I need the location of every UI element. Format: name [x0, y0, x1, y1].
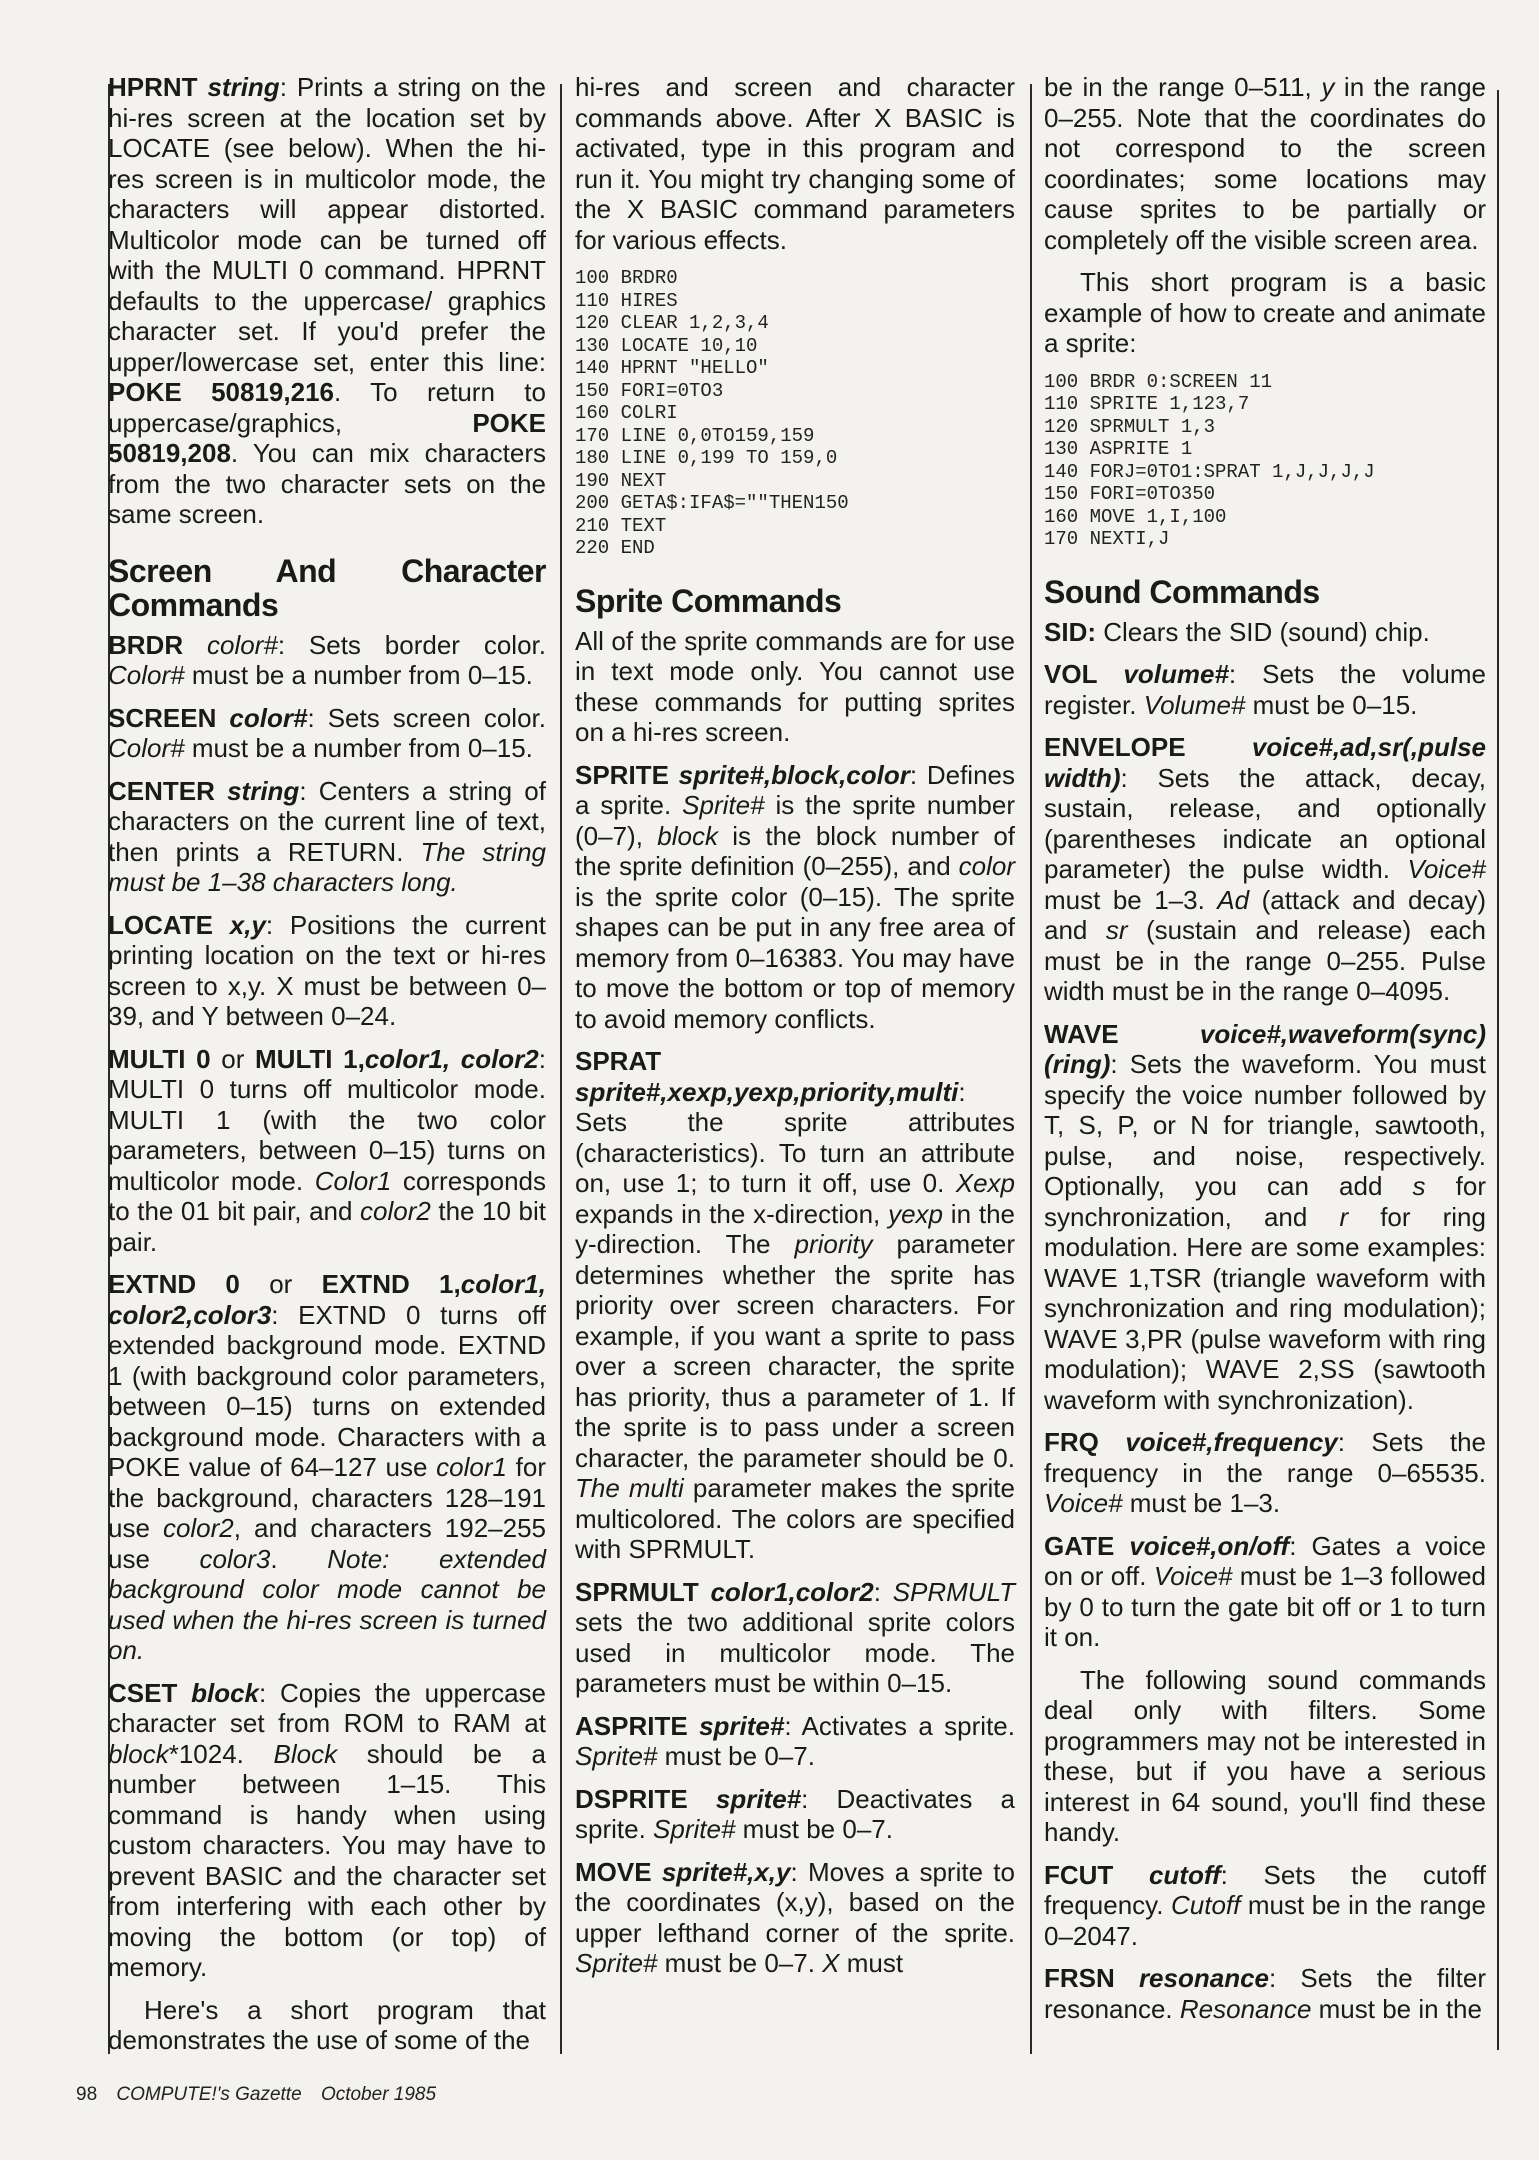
sprat-entry: SPRAT sprite#,xexp,yexp,priority,multi: Sets the sprite attributes (characteristics). To turn an attribute on, use 1; to turn it off, use 0. Xexp expands in the x-direction, yexp in the y-direction. The priority parameter determines whether the sprite has priority over screen characters. For example, if you want a sprite to pass over a screen character, the sprite has priority, thus a parameter of 1. If the sprite is to pass under a screen character, the parameter should be 0. The multi parameter makes the sprite multicolored. The colors are specified with SPRMULT.: [575, 1046, 1015, 1564]
sprite-intro: All of the sprite commands are for use in text mode only. You cannot use these commands for putting sprites on a hi-res screen.: [575, 625, 1015, 747]
column-rule-right: [1030, 84, 1032, 2054]
sprmult-entry: SPRMULT color1,color2: SPRMULT sets the two additional sprite colors used in multicolor mode. The parameters must be within 0–15.: [575, 1576, 1015, 1698]
issue-date: October 1985: [320, 2084, 437, 2105]
section-heading-sound: Sound Commands: [1044, 573, 1320, 610]
column-3: [1044, 72, 1486, 2060]
dsprite-entry: DSPRITE sprite#: Deactivates a sprite. Sprite# must be 0–7.: [575, 1783, 1015, 1844]
fcut-entry: FCUT cutoff: Sets the cutoff frequency. Cutoff must be in the range 0–2047.: [1044, 1859, 1486, 1951]
envelope-entry: ENVELOPE voice#,ad,sr(,pulse width): Sets the attack, decay, sustain, release, and optionally (parentheses indicate an optional parameter) the pulse width. Voice# must be 1–3. Ad (attack and decay) and sr (sustain and release) each must be in the range 0–255. Pulse width must be in the range 0–4095.: [1044, 732, 1486, 1006]
move-entry: MOVE sprite#,x,y: Moves a sprite to the coordinates (x,y), based on the upper lefthand corner of the sprite. Sprite# must be 0–7. X must: [575, 1856, 1015, 1978]
sid-entry: SID: Clears the SID (sound) chip.: [1044, 616, 1430, 647]
asprite-entry: ASPRITE sprite#: Activates a sprite. Sprite# must be 0–7.: [575, 1710, 1015, 1771]
section-heading-sprite: Sprite Commands: [575, 582, 842, 619]
screen-entry: SCREEN color#: Sets screen color. Color# must be a number from 0–15.: [108, 702, 546, 763]
frsn-entry: FRSN resonance: Sets the filter resonance. Resonance must be in the: [1044, 1963, 1486, 2024]
center-entry: CENTER string: Centers a string of characters on the current line of text, then prints a RETURN. The string must be 1–38 characters long.: [108, 775, 546, 897]
filters-intro: The following sound commands deal only with filters. Some programmers may not be interested in these, but if you have a serious interest in 64 sound, you'll find these handy.: [1044, 1664, 1486, 1847]
column-2: [575, 72, 1015, 2060]
code-listing-hires: 100 BRDR0 110 HIRES 120 CLEAR 1,2,3,4 130 LOCATE 10,10 140 HPRNT "HELLO" 150 FORI=0TO3 160 COLRI 170 LINE 0,0TO159,159 180 LINE 0,199 TO 159,0 190 NEXT 200 GETA$:IFA$=""THEN150 210 TEXT 220 END: [575, 267, 849, 559]
wave-entry: WAVE voice#,waveform(sync) (ring): Sets the waveform. You must specify the voice number followed by T, S, P, or N for triangle, sawtooth, pulse, and noise, respectively. Optionally, you can add s for synchronization, and r for ring modulation. Here are some examples: WAVE 1,TSR (triangle waveform with synchronization and ring modulation); WAVE 3,PR (pulse waveform with ring modulation); WAVE 2,SS (sawtooth waveform with synchronization).: [1044, 1018, 1486, 1415]
magazine-name: COMPUTE!'s Gazette: [116, 2084, 302, 2105]
move-continued: be in the range 0–511, y in the range 0–255. Note that the coordinates do not correspond to the screen coordinates; some locations may cause sprites to be partially or completely off the visible screen area.: [1044, 72, 1486, 255]
hprnt-entry: HPRNT string: Prints a string on the hi-res screen at the location set by LOCATE (see below). When the hi-res screen is in multicolor mode, the characters will appear distorted. Multicolor mode can be turned off with the MULTI 0 command. HPRNT defaults to the uppercase/ graphics character set. If you'd prefer the upper/lowercase set, enter this line: POKE 50819,216. To return to uppercase/graphics, POKE 50819,208. You can mix characters from the two character sets on the same screen.: [108, 72, 546, 529]
gate-entry: GATE voice#,on/off: Gates a voice on or off. Voice# must be 1–3 followed by 0 to turn the gate bit off or 1 to turn it on.: [1044, 1530, 1486, 1652]
frq-entry: FRQ voice#,frequency: Sets the frequency in the range 0–65535. Voice# must be 1–3.: [1044, 1427, 1486, 1518]
code-listing-sprite: 100 BRDR 0:SCREEN 11 110 SPRITE 1,123,7 120 SPRMULT 1,3 130 ASPRITE 1 140 FORJ=0TO1:SPRAT 1,J,J,J,J 150 FORI=0TO350 160 MOVE 1,I,100 170 NEXTI,J: [1044, 370, 1375, 550]
cset-entry: CSET block: Copies the uppercase character set from ROM to RAM at block*1024. Block should be a number between 1–15. This command is handy when using custom characters. You may have to prevent BASIC and the character set from interfering with each other by moving the bottom (or top) of memory.: [108, 1677, 547, 1982]
column-rule-edge: [1497, 90, 1499, 2050]
page-number: 98: [76, 2084, 98, 2105]
page-footer: [76, 2084, 450, 2106]
program-intro: hi-res and screen and character commands above. After X BASIC is activated, type in this program and run it. You might try changing some of the X BASIC command parameters for various effects.: [575, 72, 1015, 255]
sprite-program-intro: This short program is a basic example of how to create and animate a sprite:: [1044, 267, 1486, 358]
multi-entry: MULTI 0 or MULTI 1,color1, color2: MULTI 0 turns off multicolor mode. MULTI 1 (with the two color parameters, between 0–15) turns on multicolor mode. Color1 corresponds to the 01 bit pair, and color2 the 10 bit pair.: [108, 1043, 546, 1257]
column-1: [104, 72, 546, 2060]
column-rule-middle: [560, 84, 562, 2054]
section-heading-screen: Screen And Character Commands: [108, 552, 546, 623]
short-program-intro: Here's a short program that demonstrates the use of some of the: [108, 1994, 546, 2055]
vol-entry: VOL volume#: Sets the volume register. Volume# must be 0–15.: [1044, 659, 1486, 720]
brdr-entry: BRDR color#: Sets border color. Color# must be a number from 0–15.: [108, 629, 546, 690]
locate-entry: LOCATE x,y: Positions the current printing location on the text or hi-res screen to x,y. X must be between 0–39, and Y between 0–24.: [108, 909, 546, 1031]
extnd-entry: EXTND 0 or EXTND 1,color1, color2,color3: EXTND 0 turns off extended background mode. EXTND 1 (with background color parameters, between 0–15) turns on extended background mode. Characters with a POKE value of 64–127 use color1 for the background, characters 128–191 use color2, and characters 192–255 use color3. Note: extended background color mode cannot be used when the hi-res screen is turned on.: [108, 1269, 546, 1665]
sprite-entry: SPRITE sprite#,block,color: Defines a sprite. Sprite# is the sprite number (0–7), block is the block number of the sprite definition (0–255), and color is the sprite color (0–15). The sprite shapes can be put in any free area of memory from 0–16383. You may have to move the bottom or top of memory to avoid memory conflicts.: [575, 759, 1015, 1034]
